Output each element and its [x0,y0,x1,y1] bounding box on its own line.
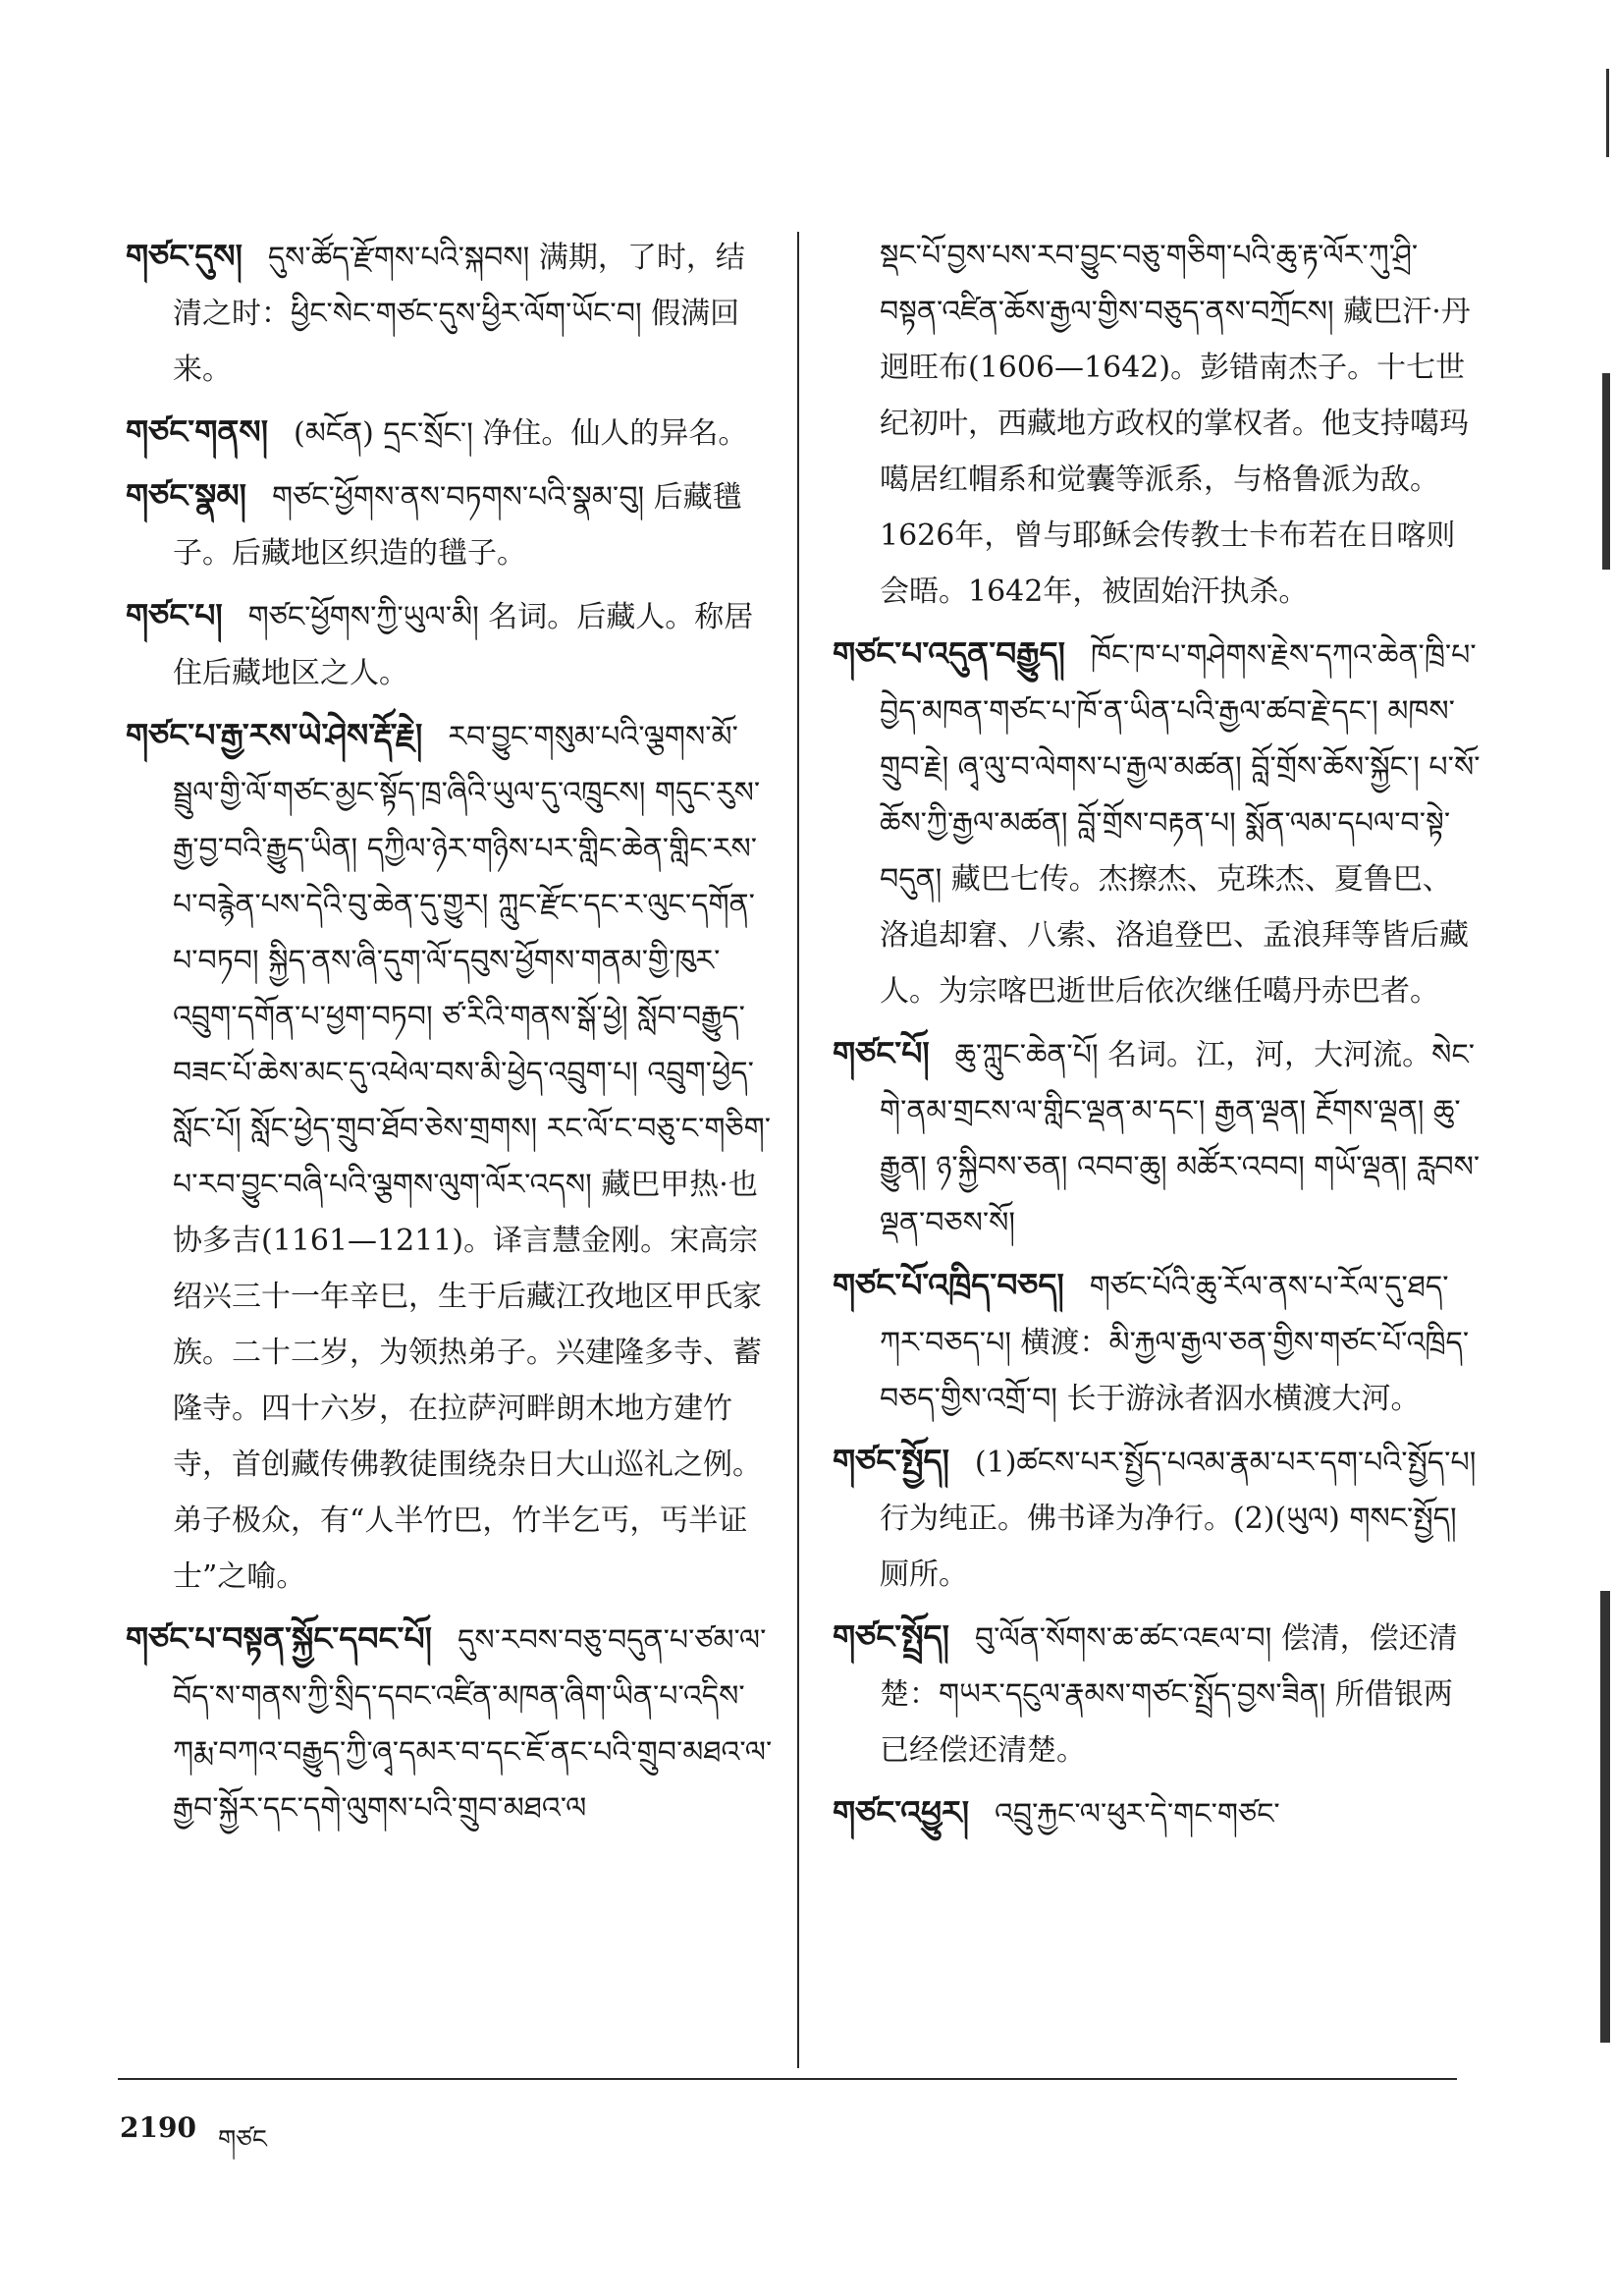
scan-edge-mark [1600,1591,1610,2043]
dictionary-entry [126,587,774,701]
footer-rule [118,2078,1457,2080]
column-divider [797,232,799,2068]
entry-headword: གཙང་པོ། [833,1034,930,1072]
running-head: གཙང [218,2125,267,2155]
dictionary-entry [833,1025,1481,1251]
entry-definition: (1)ཚངས་པར་སྤྱོད་པའམ་རྣམ་པར་དག་པའི་སྤྱོད་པ། 行为纯正。佛书译为净行。(2)(ཡུལ) གསང་སྤྱོད། 厕所。 [880,1446,1477,1592]
entry-definition: གཙང་ཕྱོགས་ནས་བཏགས་པའི་སྣམ་བུ། 后藏氆子。后藏地区织造的氆子。 [173,480,742,571]
entry-headword: གཙང་པ་རྒྱ་རས་ཡེ་ཤེས་རྡོ་རྗེ། [126,716,423,754]
entry-definition: གཙང་པོའི་ཆུ་རོལ་ནས་པ་རོལ་དུ་ཐད་ཀར་བཅད་པ། 横渡：མི་རྐྱལ་རྒྱལ་ཅན་གྱིས་གཙང་པོ་འཁྲིད་བཅད་གྱིས་འགྲོ་བ། 长于游泳者泅水横渡大河。 [880,1270,1470,1416]
dictionary-entry [126,228,774,398]
entry-headword: གཙང་པོ་འཁྲིད་བཅད། [833,1266,1064,1304]
entry-definition: འབྲུ་རྐྱང་ལ་ཕུར་དེ་གང་གཙང་ [995,1797,1280,1831]
entry-definition: གཙང་ཕྱོགས་ཀྱི་ཡུལ་མི། 名词。后藏人。称居住后藏地区之人。 [173,600,754,690]
entry-headword: གཙང་པ་བསྟན་སྐྱོང་དབང་པོ། [126,1619,432,1658]
entry-definition: རབ་བྱུང་གསུམ་པའི་ལྕགས་མོ་སྦྲུལ་གྱི་ལོ་གཙང་མྱང་སྟོད་ཁྲ་ཞིའི་ཡུལ་དུ་འཁྲུངས། གདུང་རུས་རྒྱ་བྱ་བའི་རྒྱུད་ཡིན། དཀྱིལ་ཉེར་གཉིས་པར་གླིང་ཆེན་གླིང་རས་པ་བརྙེན་པས་དེའི་བུ་ཆེན་དུ་གྱུར། ཀླུང་རྫོང་དང་ར་ལུང་དགོན་པ་བཏབ། སྐྱིད་ནས་ཞི་དུག་ལོ་དབུས་ཕྱོགས་གནམ་གྱི་ཁུར་འབྲུག་དགོན་པ་ཕྱག་བཏབ། ཙ་རིའི་གནས་སྒོ་ཕྱེ། སློབ་བརྒྱུད་བཟང་པོ་ཆེས་མང་དུ་འཕེལ་བས་མི་ཕྱེད་འབྲུག་པ། འབྲུག་ཕྱེད་སློང་པོ། སློང་ཕྱེད་གྲུབ་ཐོབ་ཅེས་གྲགས། རང་ལོ་ང་བཅུ་ང་གཅིག་པ་རབ་བྱུང་བཞི་པའི་ལྕགས་ལུག་ལོར་འདས། 藏巴甲热·也协多吉(1161—1211)。译言慧金刚。宋高宗绍兴三十一年辛巳，生于后藏江孜地区甲氏家族。二十二岁，为领热弟子。兴建隆多寺、蓄隆寺。四十六岁，在拉萨河畔朗木地方建竹寺，首创藏传佛教徒围绕杂日大山巡礼之例。弟子极众，有“人半竹巴，竹半乞丐，丐半证士”之喻。 [173,720,771,1594]
left-column [126,228,774,1842]
entry-definition: དུས་རབས་བཅུ་བདུན་པ་ཙམ་ལ་བོད་ས་གནས་ཀྱི་སྲིད་དབང་འཛིན་མཁན་ཞིག་ཡིན་པ་འདིས་ཀརྨ་བཀའ་བརྒྱུད་ཀྱི་ཞྭ་དམར་བ་དང་ཇོ་ནང་པའི་གྲུབ་མཐའ་ལ་རྒྱབ་སྐྱོར་དང་དགེ་ལུགས་པའི་གྲུབ་མཐའ་ལ [173,1623,773,1826]
dictionary-entry [126,404,774,462]
dictionary-entry [833,1257,1481,1427]
right-column [833,228,1481,1848]
dictionary-entry [126,1611,774,1836]
entry-headword: གཙང་པ་འདུན་བརྒྱུད། [833,634,1065,673]
entry-headword: གཙང་སྤྲོད། [833,1617,949,1656]
entry-definition: བུ་ལོན་སོགས་ཆ་ཚང་འཇལ་བ། 偿清，偿还清楚：གཡར་དངུལ་རྣམས་གཙང་སྤྲོད་བྱས་ཟིན། 所借银两已经偿还清楚。 [880,1621,1458,1768]
dictionary-entry [126,467,774,581]
entry-definition: (མངོན) དྲང་སྲོང་། 净住。仙人的异名。 [294,416,748,451]
dictionary-entry [833,1433,1481,1603]
dictionary-entry [833,1609,1481,1778]
entry-headword: གཙང་སྣམ། [126,476,246,515]
scan-edge-mark [1602,373,1610,570]
entry-headword: གཙང་དུས། [126,237,242,275]
page-number: 2190 [120,2111,196,2144]
entry-headword: གཙང་སྤྱོད། [833,1442,949,1480]
entry-definition: དུས་ཚོད་རྫོགས་པའི་སྐབས། 满期，了时，结清之时：ཕྱིང་སེང་གཙང་དུས་ཕྱིར་ལོག་ཡོང་བ། 假满回来。 [173,241,745,387]
entry-headword: གཙང་འཕྱུར། [833,1793,970,1831]
dictionary-entry [126,707,774,1605]
dictionary-entry [833,626,1481,1019]
entry-definition: ཁོང་ཁ་པ་གཤེགས་རྗེས་དཀའ་ཆེན་ཁྲི་པ་བྱེད་མཁན་གཙང་པ་ཁོ་ན་ཡིན་པའི་རྒྱལ་ཚབ་རྗེ་དང་། མཁས་གྲུབ་རྗེ། ཞྭ་ལུ་བ་ལེགས་པ་རྒྱལ་མཚན། བློ་གྲོས་ཆོས་སྐྱོང་། པ་སོ་ཆོས་ཀྱི་རྒྱལ་མཚན། བློ་གྲོས་བརྟན་པ། སྨོན་ལམ་དཔལ་བ་སྟེ་བདུན། 藏巴七传。杰擦杰、克珠杰、夏鲁巴、洛追却窘、八索、洛追登巴、孟浪拜等皆后藏人。为宗喀巴逝世后依次继任噶丹赤巴者。 [880,638,1481,1009]
entry-headword: གཙང་པ། [126,596,223,634]
dictionary-entry [833,1784,1481,1842]
scan-edge-mark [1606,69,1609,157]
entry-definition: སྡང་པོ་བྱས་པས་རབ་བྱུང་བཅུ་གཅིག་པའི་ཆུ་རྟ་ལོར་ཀུ་ཤྲི་བསྟན་འཛིན་ཆོས་རྒྱལ་གྱིས་བཅུད་ནས་བཀྲོངས། 藏巴汗·丹迥旺布(1606—1642)。彭错南杰子。十七世纪初叶，西藏地方政权的掌权者。他支持噶玛噶居红帽系和觉囊等派系，与格鲁派为敌。1626年，曾与耶稣会传教士卡布若在日喀则会晤。1642年，被固始汗执杀。 [880,239,1471,609]
dictionary-entry-continued [833,228,1481,620]
entry-headword: གཙང་གནས། [126,412,269,451]
entry-definition: ཆུ་ཀླུང་ཆེན་པོ། 名词。江，河，大河流。སེང་གེ་ནམ་གྲངས་ལ་གླིང་ལྡན་མ་དང་། རྒྱན་ལྡན། རྔོགས་ལྡན། ཆུ་རྒྱུན། ཉ་སྐྱིབས་ཅན། འབབ་ཆུ། མཚོར་འབབ། གཡོ་ལྡན། རླབས་ལྡན་བཅས་སོ། [880,1038,1481,1240]
